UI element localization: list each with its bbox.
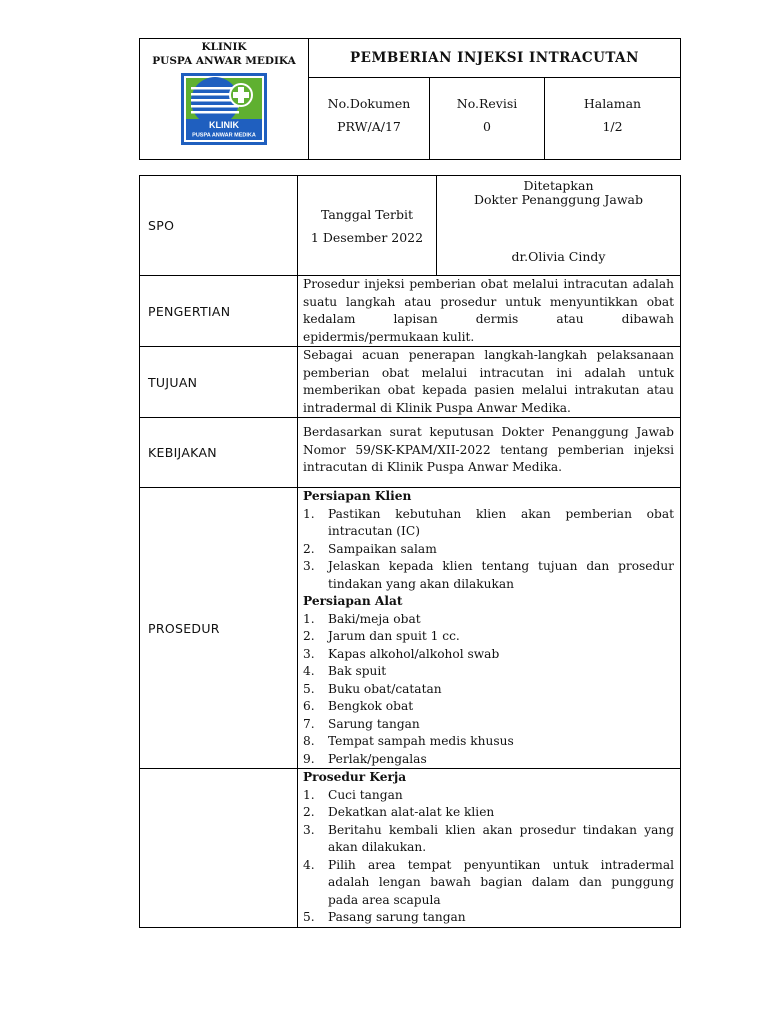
pengertian-text: Prosedur injeksi pemberian obat melalui intracutan adalah suatu langkah atau prosedur untuk menyuntikkan obat kedalam lapisan dermis atau dibawah epidermis/permukaan kulit. xyxy=(298,276,681,347)
revision-value: 0 xyxy=(483,119,491,134)
logo-text-1: KLINIK xyxy=(209,120,239,130)
persiapan-klien-list xyxy=(303,506,674,594)
prosedur-kerja-list xyxy=(303,787,674,927)
issue-date-cell xyxy=(298,176,437,276)
kebijakan-text: Berdasarkan surat keputusan Dokter Penanggung Jawab Nomor 59/SK-KPAM/XII-2022 tentang pemberian injeksi intracutan di Klinik Puspa Anwar Medika. xyxy=(298,418,681,488)
prosedur-kerja-title: Prosedur Kerja xyxy=(303,770,407,784)
issue-date-label: Tanggal Terbit xyxy=(320,206,414,222)
document-title: PEMBERIAN INJEKSI INTRACUTAN xyxy=(309,39,681,78)
list-item: 2. Sampaikan salam xyxy=(303,541,437,556)
doc-number-label: No.Dokumen xyxy=(327,96,411,111)
issue-date-value: 1 Desember 2022 xyxy=(310,229,424,245)
revision-cell xyxy=(430,78,545,160)
clinic-logo xyxy=(181,73,267,145)
list-item: 5. Pasang sarung tangan xyxy=(303,910,466,924)
page-cell xyxy=(545,78,681,160)
list-item: 1. Cuci tangan xyxy=(303,787,403,802)
list-item: 1. Baki/meja obat xyxy=(303,611,421,626)
list-item: 9. Perlak/pengalas xyxy=(303,751,427,766)
persiapan-klien-title: Persiapan Klien xyxy=(303,489,412,503)
clinic-name-line1: KLINIK xyxy=(201,41,247,53)
tujuan-label: TUJUAN xyxy=(140,347,298,418)
list-item: 7. Sarung tangan xyxy=(303,716,420,731)
page-value: 1/2 xyxy=(602,119,623,134)
sop-table xyxy=(139,175,681,928)
approval-line2: Dokter Penanggung Jawab xyxy=(474,192,643,207)
doc-number-cell xyxy=(309,78,430,160)
clinic-identity-cell xyxy=(140,39,309,160)
list-item: 2. Jarum dan spuit 1 cc. xyxy=(303,629,460,643)
clinic-name-line2: PUSPA ANWAR MEDIKA xyxy=(152,55,296,67)
list-item: 3. Kapas alkohol/alkohol swab xyxy=(303,646,500,661)
prosedur-preparation xyxy=(298,488,681,769)
persiapan-alat-list xyxy=(303,611,674,769)
tujuan-text: Sebagai acuan penerapan langkah-langkah pelaksanaan pemberian obat melalui intracutan ini adalah untuk memberikan obat kepada pasien melalui intrakutan atau intradermal di Klinik Puspa Anwar Medika. xyxy=(298,347,681,418)
persiapan-alat-title: Persiapan Alat xyxy=(303,594,403,608)
spo-label: SPO xyxy=(140,176,298,276)
approval-cell xyxy=(437,176,681,276)
doc-number-value: PRW/A/17 xyxy=(337,119,401,134)
prosedur-label: PROSEDUR xyxy=(140,488,298,769)
pengertian-label: PENGERTIAN xyxy=(140,276,298,347)
list-item: 5. Buku obat/catatan xyxy=(303,681,442,696)
list-item: 4. Pilih area tempat penyuntikan untuk intradermal adalah lengan bawah bagian dalam dan punggung pada area scapula xyxy=(303,857,674,907)
approval-line1: Ditetapkan xyxy=(523,178,594,193)
list-item: 3. Beritahu kembali klien akan prosedur tindakan yang akan dilakukan. xyxy=(303,822,674,854)
list-item: 2. Dekatkan alat-alat ke klien xyxy=(303,805,495,819)
kebijakan-label: KEBIJAKAN xyxy=(140,418,298,488)
list-item: 3. Jelaskan kepada klien tentang tujuan dan prosedur tindakan yang akan dilakukan xyxy=(303,559,674,591)
list-item: 4. Bak spuit xyxy=(303,664,387,678)
logo-text-2: PUSPA ANWAR MEDIKA xyxy=(192,132,256,139)
list-item: 8. Tempat sampah medis khusus xyxy=(303,734,514,748)
list-item: 6. Bengkok obat xyxy=(303,699,414,713)
list-item: 1. Pastikan kebutuhan klien akan pemberian obat intracutan (IC) xyxy=(303,506,674,538)
prosedur-kerja xyxy=(298,769,681,928)
revision-label: No.Revisi xyxy=(456,96,518,111)
empty-label-cell xyxy=(140,769,298,928)
document-header xyxy=(139,38,681,160)
approver-name: dr.Olivia Cindy xyxy=(511,249,606,264)
page-label: Halaman xyxy=(583,96,642,111)
